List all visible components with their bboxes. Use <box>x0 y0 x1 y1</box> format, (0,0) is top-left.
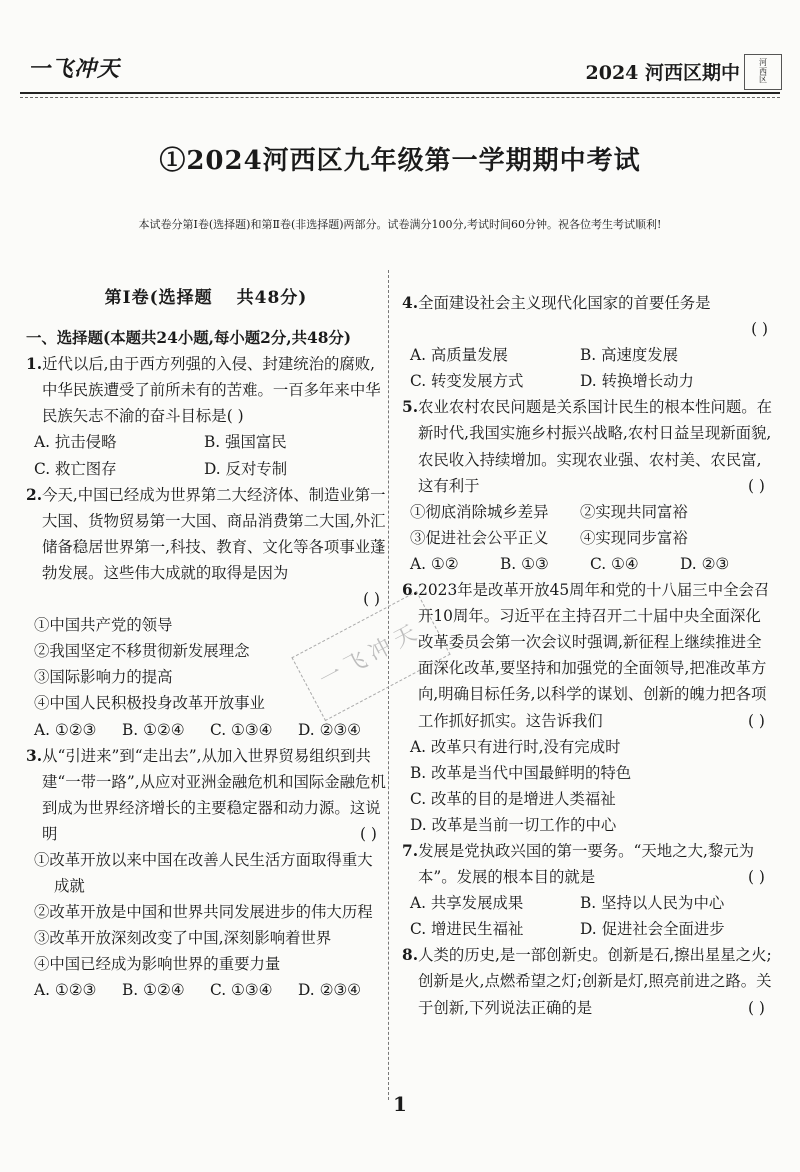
statement-1: ①中国共产党的领导 <box>34 616 173 635</box>
option-c: C. 改革的目的是增进人类福祉 <box>410 789 616 808</box>
header-rule <box>20 92 780 94</box>
statement-2: ②改革开放是中国和世界共同发展进步的伟大历程 <box>34 903 373 922</box>
statement-1: ①彻底消除城乡差异 <box>410 502 549 521</box>
question-stem <box>402 394 774 498</box>
option-a: A. ①② <box>410 554 459 573</box>
statement-4: ④实现同步富裕 <box>580 528 688 547</box>
exam-instructions: 本试卷分第Ⅰ卷(选择题)和第Ⅱ卷(非选择题)两部分。试卷满分100分,考试时间60分钟。祝各位考生考试顺利! <box>138 218 662 231</box>
question-text: 2023年是改革开放45周年和党的十八届三中全会召开10周年。习近平在主持召开二十届中央全面深化改革委员会第一次会议时强调,新征程上继续推进全面深化改革,要坚持和加强党的全面领导,把准改革方向,明确目标任务,以科学的谋划、创新的魄力把各项工作抓好抓实。这告诉我们 <box>418 581 770 730</box>
option-row <box>402 551 774 577</box>
watermark: 一飞冲天 <box>291 591 450 721</box>
option-d: D. ②③④ <box>298 981 361 1000</box>
stamp-char: 西 <box>759 66 767 76</box>
question-text: 从“引进来”到“走出去”,从加入世界贸易组织到共建“一带一路”,从应对亚洲金融危机和国际金融危机到成为世界经济增长的主要稳定器和动力源。这说明 <box>42 746 386 843</box>
option-row <box>402 368 774 394</box>
option-a: A. ①②③ <box>34 720 97 739</box>
answer-paren: ( ) <box>363 590 380 609</box>
question-1 <box>26 351 386 481</box>
question-number: 7. <box>402 841 419 860</box>
question-number: 4. <box>402 294 419 312</box>
answer-paren: ( ) <box>748 998 765 1017</box>
question-stem <box>26 743 386 847</box>
option-a: A. 抗击侵略 <box>34 433 117 452</box>
option-row <box>402 916 774 942</box>
right-column <box>402 290 774 1021</box>
question-number: 2. <box>26 485 43 504</box>
question-stem <box>26 351 386 429</box>
question-stem <box>26 482 386 612</box>
option-c: C. 救亡图存 <box>34 459 117 478</box>
question-text: 今天,中国已经成为世界第二大经济体、制造业第一大国、货物贸易第一大国、商品消费第二大国,外汇储备稳居世界第一,科技、教育、文化等各项事业蓬勃发展。这些伟大成就的取得是因为 <box>42 485 386 582</box>
header-stamp <box>744 54 782 90</box>
option-b: B. 高速度发展 <box>580 346 679 365</box>
question-number: 6. <box>402 581 419 600</box>
option-b: B. ①②④ <box>122 720 185 739</box>
statement-4: ④中国人民积极投身改革开放事业 <box>34 694 265 713</box>
question-5 <box>402 394 774 577</box>
option-d: D. 转换增长动力 <box>580 372 694 391</box>
part-heading: 一、选择题(本题共24小题,每小题2分,共48分) <box>26 329 352 348</box>
option-d: D. 促进社会全面进步 <box>580 920 725 939</box>
question-stem <box>402 838 774 890</box>
question-stem <box>402 577 774 734</box>
question-text: 全面建设社会主义现代化国家的首要任务是 <box>418 294 711 312</box>
option-c: C. 增进民生福祉 <box>410 920 524 939</box>
question-text: 近代以后,由于西方列强的入侵、封建统治的腐败,中华民族遭受了前所未有的苦难。一百多年来中华民族矢志不渝的奋斗目标是 <box>42 355 381 426</box>
option-b: B. ①②④ <box>122 981 185 1000</box>
option-b: B. ①③ <box>500 554 549 573</box>
statement-1: ①改革开放以来中国在改善人民生活方面取得重大成就 <box>34 850 373 896</box>
answer-paren: ( ) <box>748 711 765 730</box>
option-d: D. ②③ <box>680 554 730 573</box>
question-number: 8. <box>402 946 419 965</box>
answer-paren: ( ) <box>748 476 765 495</box>
statement-row <box>402 525 774 551</box>
left-column <box>26 285 386 1004</box>
exam-title: ①2024河西区九年级第一学期期中考试 <box>159 146 641 176</box>
option-row <box>402 890 774 916</box>
statement-2: ②我国坚定不移贯彻新发展理念 <box>34 642 250 661</box>
option-row <box>26 456 386 482</box>
page-number: 1 <box>393 1092 407 1116</box>
header-rule-dashed <box>20 97 780 98</box>
question-number: 5. <box>402 398 419 417</box>
option-c: C. ①③④ <box>210 981 273 1000</box>
option-d: D. 改革是当前一切工作的中心 <box>410 815 617 834</box>
question-2 <box>26 482 386 743</box>
answer-paren: ( ) <box>748 868 765 887</box>
question-text: 发展是党执政兴国的第一要务。“天地之大,黎元为本”。发展的根本目的就是 <box>418 841 755 887</box>
question-4 <box>402 290 774 394</box>
option-row <box>26 717 386 743</box>
option-a: A. ①②③ <box>34 981 97 1000</box>
brand-logo: 一飞冲天 <box>28 57 121 82</box>
section-title-right: 共48分) <box>236 288 308 308</box>
answer-paren: ( ) <box>360 824 377 843</box>
question-text: 人类的历史,是一部创新史。创新是石,擦出星星之火;创新是火,点燃希望之灯;创新是灯,照亮前进之路。关于创新,下列说法正确的是 <box>418 946 772 1017</box>
option-a: A. 高质量发展 <box>410 346 508 365</box>
statement-3: ③促进社会公平正义 <box>410 528 549 547</box>
section-title <box>26 285 386 311</box>
stamp-char: 区 <box>759 75 767 85</box>
question-stem <box>402 290 774 342</box>
question-8 <box>402 942 774 1020</box>
option-row <box>402 342 774 368</box>
statement-2: ②实现共同富裕 <box>580 502 688 521</box>
statement-row <box>402 499 774 525</box>
option-a: A. 共享发展成果 <box>410 894 524 913</box>
option-c: C. ①③④ <box>210 720 273 739</box>
question-6 <box>402 577 774 838</box>
section-title-left: 第Ⅰ卷(选择题 <box>104 288 213 308</box>
statement-3: ③改革开放深刻改变了中国,深刻影响着世界 <box>34 929 332 948</box>
answer-paren: ( ) <box>226 407 244 426</box>
question-text: 农业农村农民问题是关系国计民生的根本性问题。在新时代,我国实施乡村振兴战略,农村日益呈现新面貌,农民收入持续增加。实现农业强、农村美、农民富,这有利于 <box>418 398 773 495</box>
statement-3: ③国际影响力的提高 <box>34 668 173 687</box>
question-7 <box>402 838 774 942</box>
question-3 <box>26 743 386 1004</box>
question-number: 3. <box>26 746 43 765</box>
option-c: C. 转变发展方式 <box>410 372 524 391</box>
question-number: 1. <box>26 355 43 374</box>
answer-paren: ( ) <box>751 320 768 339</box>
option-row <box>26 977 386 1003</box>
option-b: B. 改革是当代中国最鲜明的特色 <box>410 763 632 782</box>
header-title: 2024 河西区期中 <box>585 62 740 84</box>
option-d: D. ②③④ <box>298 720 361 739</box>
stamp-char: 河 <box>759 57 767 67</box>
option-d: D. 反对专制 <box>204 459 288 478</box>
option-c: C. ①④ <box>590 554 639 573</box>
option-row <box>26 429 386 455</box>
option-b: B. 强国富民 <box>204 433 287 452</box>
statement-4: ④中国已经成为影响世界的重要力量 <box>34 955 281 974</box>
option-a: A. 改革只有进行时,没有完成时 <box>410 737 621 756</box>
option-b: B. 坚持以人民为中心 <box>580 894 725 913</box>
question-stem <box>402 942 774 1020</box>
